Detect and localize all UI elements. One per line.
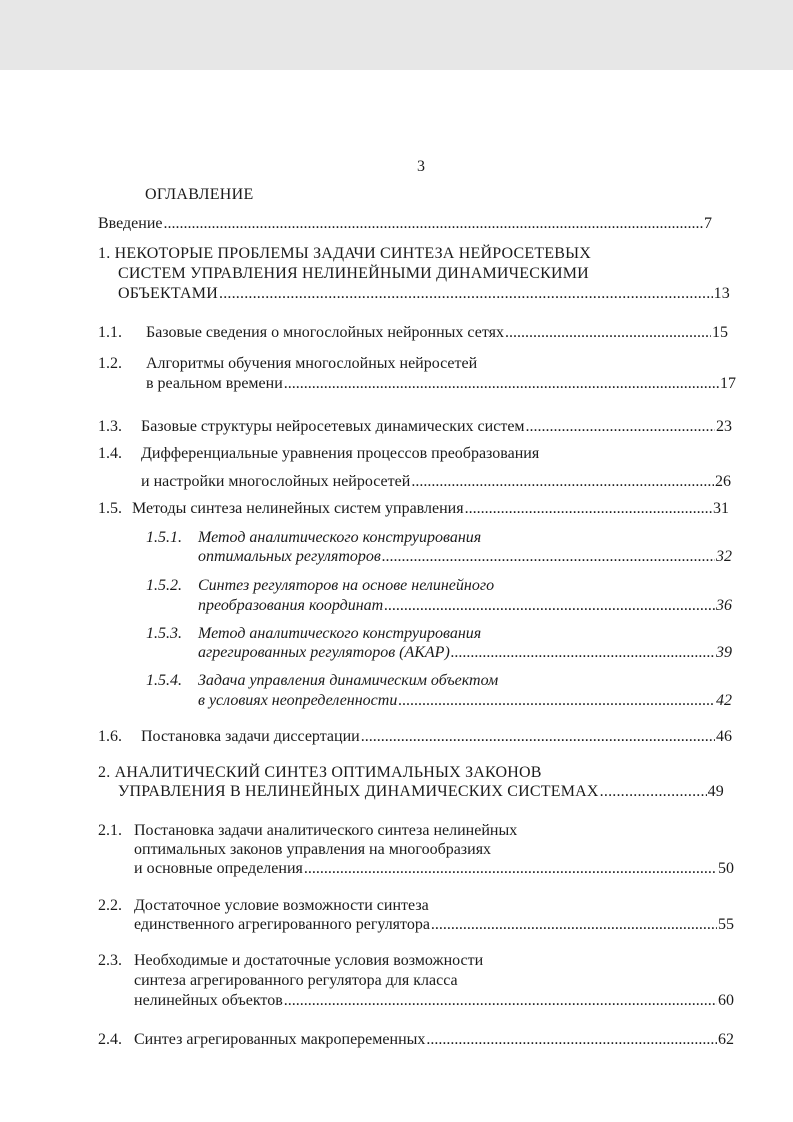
ch1-line1: 1. НЕКОТОРЫЕ ПРОБЛЕМЫ ЗАДАЧИ СИНТЕЗА НЕЙРОСЕТЕВЫХ bbox=[98, 245, 592, 262]
entry-page: 26 bbox=[715, 473, 731, 490]
entry-text: единственного агрегированного регулятора bbox=[134, 916, 430, 933]
entry-page: 49 bbox=[707, 783, 724, 800]
s2_3-line2: синтеза агрегированного регулятора для класса bbox=[134, 972, 458, 989]
leader-dots bbox=[431, 915, 717, 935]
entry-text: Базовые структуры нейросетевых динамических систем bbox=[141, 418, 525, 435]
s1_5-num: 1.5. bbox=[98, 500, 122, 517]
entry-text: Постановка задачи диссертации bbox=[141, 728, 360, 745]
toc-entry-2-1[interactable] bbox=[134, 859, 734, 879]
entry-text: Методы синтеза нелинейных систем управления bbox=[132, 500, 464, 517]
toc-entry-1-1[interactable] bbox=[146, 323, 728, 343]
entry-text: ОБЪЕКТАМИ bbox=[118, 285, 218, 302]
entry-text: УПРАВЛЕНИЯ В НЕЛИНЕЙНЫХ ДИНАМИЧЕСКИХ СИСТЕМАХ bbox=[118, 783, 599, 800]
leader-dots bbox=[164, 214, 704, 234]
leader-dots bbox=[219, 284, 713, 304]
entry-page: 15 bbox=[712, 324, 728, 341]
entry-page: 55 bbox=[718, 916, 734, 933]
s1_3-num: 1.3. bbox=[98, 418, 122, 435]
entry-text: и основные определения bbox=[134, 860, 303, 877]
entry-page: 7 bbox=[704, 215, 712, 232]
s1_5_1-line1: Метод аналитического конструирования bbox=[198, 529, 482, 546]
s1_2-line1: Алгоритмы обучения многослойных нейросетей bbox=[146, 355, 478, 372]
entry-text: в реальном времени bbox=[146, 375, 283, 392]
entry-text: Базовые сведения о многослойных нейронных сетях bbox=[146, 324, 504, 341]
s1_5_3-line1: Метод аналитического конструирования bbox=[198, 625, 482, 642]
entry-text: агрегированных регуляторов (АКАР) bbox=[198, 644, 450, 661]
s1_5_4-line1: Задача управления динамическим объектом bbox=[198, 672, 499, 689]
s1_5_1-num: 1.5.1. bbox=[146, 529, 182, 546]
entry-text: оптимальных регуляторов bbox=[198, 548, 381, 565]
toc-entry-1-5[interactable] bbox=[132, 499, 729, 519]
scan-margin bbox=[0, 0, 793, 70]
s2_1-num: 2.1. bbox=[98, 822, 122, 839]
toc-entry-ch1[interactable] bbox=[118, 284, 730, 304]
entry-page: 17 bbox=[720, 375, 736, 392]
toc-entry-1-2[interactable] bbox=[146, 374, 736, 394]
s1_5_2-num: 1.5.2. bbox=[146, 577, 182, 594]
s2_2-num: 2.2. bbox=[98, 897, 122, 914]
s1_4-line1: Дифференциальные уравнения процессов преобразования bbox=[141, 445, 540, 462]
entry-text: нелинейных объектов bbox=[134, 992, 283, 1009]
toc-entry-1-4[interactable] bbox=[141, 472, 731, 492]
entry-text: преобразования координат bbox=[198, 597, 384, 614]
entry-page: 39 bbox=[716, 644, 732, 661]
entry-page: 50 bbox=[718, 860, 734, 877]
leader-dots bbox=[382, 547, 715, 567]
s1_5_4-num: 1.5.4. bbox=[146, 672, 182, 689]
toc-entry-2-4[interactable] bbox=[134, 1030, 734, 1050]
s1_2-num: 1.2. bbox=[98, 355, 122, 372]
leader-dots bbox=[284, 991, 717, 1011]
s1_4-num: 1.4. bbox=[98, 445, 122, 462]
leader-dots bbox=[426, 1030, 717, 1050]
toc-entry-1-5-1[interactable] bbox=[198, 547, 732, 567]
entry-page: 13 bbox=[713, 285, 730, 302]
toc-entry-ch2[interactable] bbox=[118, 782, 724, 802]
s2_4-num: 2.4. bbox=[98, 1031, 122, 1048]
s1_5_3-num: 1.5.3. bbox=[146, 625, 182, 642]
s2_2-line1: Достаточное условие возможности синтеза bbox=[134, 897, 429, 914]
entry-page: 23 bbox=[716, 418, 732, 435]
leader-dots bbox=[526, 417, 715, 437]
toc-entry-intro[interactable] bbox=[98, 214, 712, 234]
leader-dots bbox=[505, 323, 711, 343]
leader-dots bbox=[600, 782, 707, 802]
s2_3-line1: Необходимые и достаточные условия возможности bbox=[134, 952, 484, 969]
entry-page: 32 bbox=[716, 548, 732, 565]
entry-page: 36 bbox=[716, 597, 732, 614]
entry-page: 42 bbox=[716, 692, 732, 709]
entry-text: и настройки многослойных нейросетей bbox=[141, 473, 411, 490]
leader-dots bbox=[398, 691, 715, 711]
entry-page: 31 bbox=[713, 500, 729, 517]
s2_3-num: 2.3. bbox=[98, 952, 122, 969]
s2_1-line1: Постановка задачи аналитического синтеза нелинейных bbox=[134, 822, 518, 839]
ch2-line1: 2. АНАЛИТИЧЕСКИЙ СИНТЕЗ ОПТИМАЛЬНЫХ ЗАКОНОВ bbox=[98, 764, 542, 781]
leader-dots bbox=[384, 596, 715, 616]
toc-entry-2-2[interactable] bbox=[134, 915, 734, 935]
leader-dots bbox=[451, 643, 715, 663]
entry-page: 60 bbox=[718, 992, 734, 1009]
entry-text: Синтез агрегированных макропеременных bbox=[134, 1031, 426, 1048]
leader-dots bbox=[411, 472, 714, 492]
entry-page: 62 bbox=[718, 1031, 734, 1048]
page-number: 3 bbox=[417, 158, 425, 175]
toc-entry-2-3[interactable] bbox=[134, 991, 734, 1011]
leader-dots bbox=[465, 499, 712, 519]
s1_1-num: 1.1. bbox=[98, 324, 122, 341]
toc-entry-1-6[interactable] bbox=[141, 727, 732, 747]
s2_1-line2: оптимальных законов управления на многообразиях bbox=[134, 841, 492, 858]
entry-text: Введение bbox=[98, 215, 163, 232]
ch1-line2: СИСТЕМ УПРАВЛЕНИЯ НЕЛИНЕЙНЫМИ ДИНАМИЧЕСКИМИ bbox=[118, 265, 589, 282]
entry-page: 46 bbox=[716, 728, 732, 745]
s1_5_2-line1: Синтез регуляторов на основе нелинейного bbox=[198, 577, 495, 594]
leader-dots bbox=[304, 859, 717, 879]
toc-entry-1-5-2[interactable] bbox=[198, 596, 732, 616]
entry-text: в условиях неопределенности bbox=[198, 692, 398, 709]
toc-title: ОГЛАВЛЕНИЕ bbox=[145, 186, 254, 203]
s1_6-num: 1.6. bbox=[98, 728, 122, 745]
leader-dots bbox=[284, 374, 719, 394]
toc-entry-1-3[interactable] bbox=[141, 417, 732, 437]
toc-entry-1-5-3[interactable] bbox=[198, 643, 732, 663]
leader-dots bbox=[361, 727, 715, 747]
toc-entry-1-5-4[interactable] bbox=[198, 691, 732, 711]
